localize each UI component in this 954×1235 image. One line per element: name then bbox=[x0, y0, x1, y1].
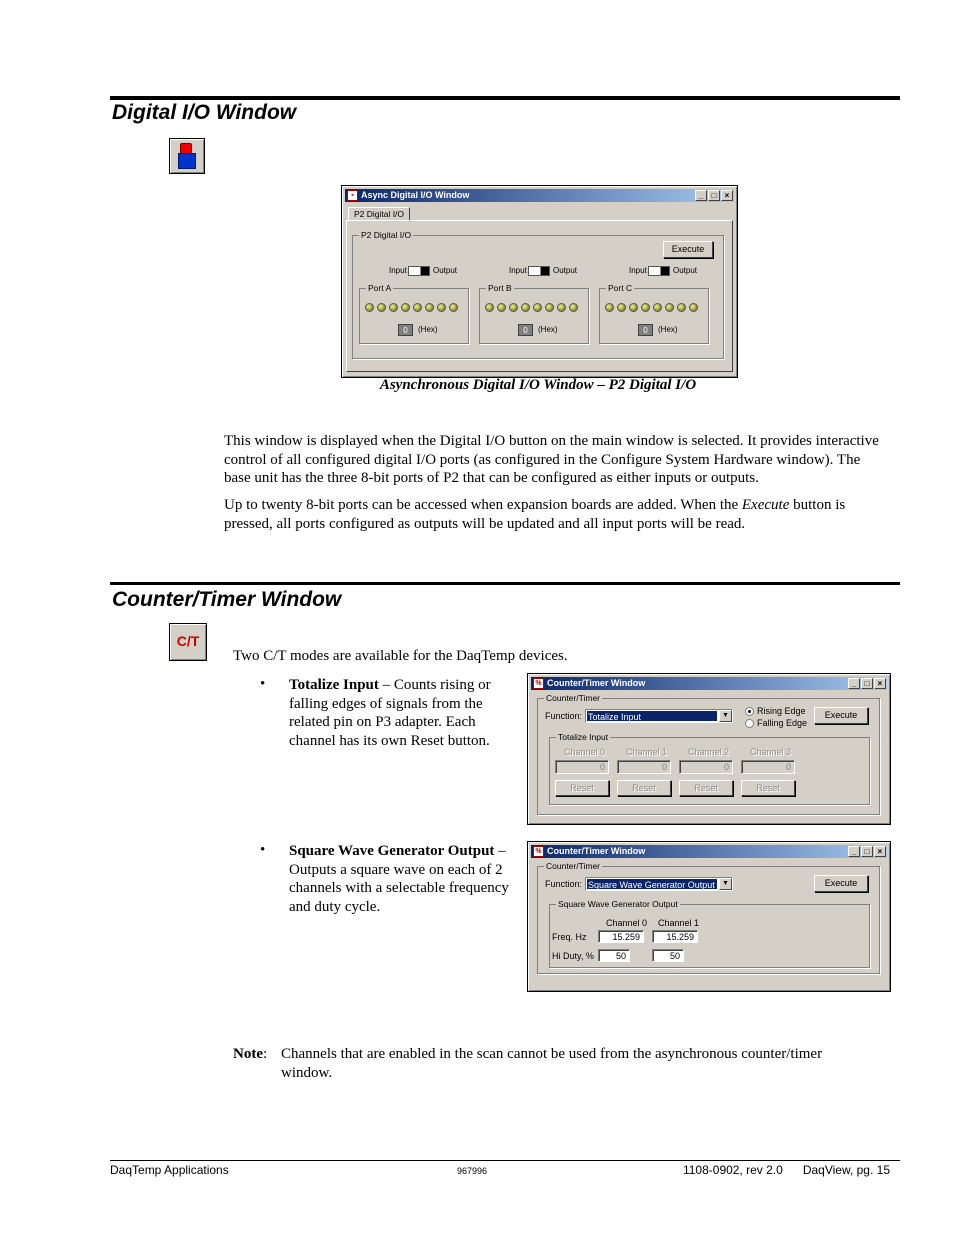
footer-left: DaqTemp Applications bbox=[110, 1163, 229, 1177]
channel-0-reset-button[interactable]: Reset bbox=[555, 780, 609, 796]
channel-2-reset-button[interactable]: Reset bbox=[679, 780, 733, 796]
ct2-group-label: Counter/Timer bbox=[546, 861, 601, 871]
port-c-group bbox=[599, 283, 709, 344]
port-c-label: Port C bbox=[608, 283, 633, 293]
square-wave-group-label: Square Wave Generator Output bbox=[558, 899, 678, 909]
sq-channel-1-label: Channel 1 bbox=[658, 918, 700, 928]
duty-label: Hi Duty, % bbox=[552, 951, 594, 961]
bullet-square-wave: Square Wave Generator Output – Outputs a square wave on each of 2 channels with a selectable frequency and duty cycle. bbox=[289, 843, 509, 915]
port-b-input-label: Input bbox=[509, 266, 527, 275]
close-icon[interactable]: × bbox=[874, 846, 886, 857]
ct-window-square-wave bbox=[527, 841, 891, 992]
port-a-bit-6-led[interactable] bbox=[377, 303, 386, 312]
channel-3-label: Channel 3 bbox=[750, 747, 792, 757]
minimize-icon[interactable]: _ bbox=[848, 678, 860, 689]
bullet-dot-2: • bbox=[260, 842, 266, 858]
port-a-bit-3-led[interactable] bbox=[413, 303, 422, 312]
port-c-bit-4-led[interactable] bbox=[641, 303, 650, 312]
falling-edge-radio[interactable] bbox=[745, 719, 754, 728]
execute-button[interactable]: Execute bbox=[663, 241, 713, 258]
port-b-bit-4-led[interactable] bbox=[521, 303, 530, 312]
port-b-hex-value[interactable]: 0 bbox=[518, 324, 533, 336]
totalize-input-group bbox=[549, 732, 870, 805]
port-c-bit-5-led[interactable] bbox=[629, 303, 638, 312]
port-a-bit-1-led[interactable] bbox=[437, 303, 446, 312]
section-rule-top bbox=[110, 96, 900, 100]
channel-3-count: 0 bbox=[741, 760, 795, 774]
ct1-function-label: Function: bbox=[545, 711, 583, 721]
maximize-icon[interactable]: □ bbox=[861, 678, 873, 689]
channel-1-label: Channel 1 bbox=[626, 747, 668, 757]
port-a-bit-0-led[interactable] bbox=[449, 303, 458, 312]
port-a-hex-label: (Hex) bbox=[418, 325, 438, 334]
channel-1-freq-input[interactable]: 15.259 bbox=[652, 930, 698, 943]
port-a-output-label: Output bbox=[433, 266, 458, 275]
note-text: Channels that are enabled in the scan cannot be used from the asynchronous counter/timer window. bbox=[281, 1046, 823, 1081]
section-title-counter-timer: Counter/Timer Window bbox=[112, 588, 342, 611]
dio-title-bar bbox=[345, 189, 734, 202]
port-c-bit-2-led[interactable] bbox=[665, 303, 674, 312]
ct1-group-label: Counter/Timer bbox=[546, 693, 601, 703]
port-a-direction-toggle[interactable] bbox=[408, 266, 430, 276]
chevron-down-icon[interactable]: ▼ bbox=[719, 710, 732, 722]
window-app-icon: ▪ bbox=[347, 190, 358, 201]
port-b-bit-0-led[interactable] bbox=[569, 303, 578, 312]
port-c-bit-7-led[interactable] bbox=[605, 303, 614, 312]
footer-rule bbox=[110, 1160, 900, 1161]
window-app-icon: % bbox=[533, 678, 544, 689]
async-digital-io-window bbox=[341, 185, 738, 378]
bullet-dot-1: • bbox=[260, 676, 266, 692]
port-a-input-label: Input bbox=[389, 266, 407, 275]
footer-right: 1108-0902, rev 2.0 DaqView, pg. 15 bbox=[682, 1163, 890, 1177]
ct-window-totalize bbox=[527, 673, 891, 825]
channel-1-count: 0 bbox=[617, 760, 671, 774]
port-b-bit-3-led[interactable] bbox=[533, 303, 542, 312]
freq-label: Freq. Hz bbox=[552, 932, 587, 942]
port-b-bit-6-led[interactable] bbox=[497, 303, 506, 312]
ct2-function-label: Function: bbox=[545, 879, 583, 889]
channel-0-label: Channel 0 bbox=[564, 747, 606, 757]
ct2-function-select[interactable]: Square Wave Generator Output ▼ bbox=[585, 877, 733, 891]
chevron-down-icon[interactable]: ▼ bbox=[719, 878, 732, 890]
tab-p2-digital-io[interactable]: P2 Digital I/O bbox=[348, 207, 410, 222]
ct1-function-select[interactable]: Totalize Input ▼ bbox=[585, 709, 733, 723]
port-c-direction-toggle[interactable] bbox=[648, 266, 670, 276]
ct1-title-bar bbox=[531, 677, 887, 690]
port-a-label: Port A bbox=[368, 283, 392, 293]
channel-0-count: 0 bbox=[555, 760, 609, 774]
port-c-bit-0-led[interactable] bbox=[689, 303, 698, 312]
square-wave-group bbox=[549, 899, 870, 968]
channel-2-count: 0 bbox=[679, 760, 733, 774]
close-icon[interactable]: × bbox=[721, 190, 733, 201]
dio-window-title: Async Digital I/O Window bbox=[361, 190, 470, 200]
port-c-bit-6-led[interactable] bbox=[617, 303, 626, 312]
p2-group-label: P2 Digital I/O bbox=[361, 230, 412, 240]
dio-paragraph-2: Up to twenty 8-bit ports can be accessed when expansion boards are added. When the Execute button is pressed, all ports configured as outputs will be updated and all input ports will be read. bbox=[224, 497, 846, 532]
port-c-hex-value[interactable]: 0 bbox=[638, 324, 653, 336]
port-c-output-label: Output bbox=[673, 266, 698, 275]
minimize-icon[interactable]: _ bbox=[848, 846, 860, 857]
ct2-title-bar bbox=[531, 845, 887, 858]
port-b-bit-2-led[interactable] bbox=[545, 303, 554, 312]
section-rule-ct bbox=[110, 582, 900, 585]
digital-io-button-icon bbox=[169, 138, 205, 174]
channel-1-duty-input[interactable]: 50 bbox=[652, 949, 684, 962]
minimize-icon[interactable]: _ bbox=[695, 190, 707, 201]
port-b-bit-1-led[interactable] bbox=[557, 303, 566, 312]
port-b-output-label: Output bbox=[553, 266, 578, 275]
ct1-window-title: Counter/Timer Window bbox=[547, 678, 646, 688]
p2-digital-io-group bbox=[352, 230, 724, 359]
tab-panel bbox=[346, 220, 733, 372]
footer-center: 967996 bbox=[457, 1166, 488, 1176]
ct-intro: Two C/T modes are available for the DaqTemp devices. bbox=[233, 648, 568, 664]
port-b-bit-7-led[interactable] bbox=[485, 303, 494, 312]
port-a-group bbox=[359, 283, 469, 344]
rising-edge-radio[interactable] bbox=[745, 707, 754, 716]
port-b-bit-5-led[interactable] bbox=[509, 303, 518, 312]
port-c-bit-1-led[interactable] bbox=[677, 303, 686, 312]
port-b-group bbox=[479, 283, 589, 344]
dio-figure-caption: Asynchronous Digital I/O Window – P2 Digital I/O bbox=[379, 377, 697, 393]
channel-3-reset-button[interactable]: Reset bbox=[741, 780, 795, 796]
port-a-bit-4-led[interactable] bbox=[401, 303, 410, 312]
channel-2-label: Channel 2 bbox=[688, 747, 730, 757]
maximize-icon[interactable]: □ bbox=[861, 846, 873, 857]
port-c-hex-label: (Hex) bbox=[658, 325, 678, 334]
sq-channel-0-label: Channel 0 bbox=[606, 918, 648, 928]
port-c-bit-3-led[interactable] bbox=[653, 303, 662, 312]
port-b-label: Port B bbox=[488, 283, 512, 293]
falling-edge-label: Falling Edge bbox=[757, 718, 808, 728]
maximize-icon[interactable]: □ bbox=[708, 190, 720, 201]
port-b-hex-label: (Hex) bbox=[538, 325, 558, 334]
ct2-counter-timer-group bbox=[537, 861, 880, 974]
ct2-execute-button[interactable]: Execute bbox=[814, 875, 868, 892]
channel-0-duty-input[interactable]: 50 bbox=[598, 949, 630, 962]
port-c-input-label: Input bbox=[629, 266, 647, 275]
totalize-group-label: Totalize Input bbox=[558, 732, 609, 742]
ct-button-icon: C/T bbox=[169, 623, 207, 661]
port-a-bit-7-led[interactable] bbox=[365, 303, 374, 312]
rising-edge-label: Rising Edge bbox=[757, 706, 806, 716]
ct2-window-title: Counter/Timer Window bbox=[547, 846, 646, 856]
bullet-totalize-input: Totalize Input – Counts rising or falling edges of signals from the related pin on P3 adapter. Each channel has its own Reset button. bbox=[289, 677, 491, 749]
close-icon[interactable]: × bbox=[874, 678, 886, 689]
section-title-digital-io: Digital I/O Window bbox=[112, 101, 297, 124]
channel-0-freq-input[interactable]: 15.259 bbox=[598, 930, 644, 943]
channel-1-reset-button[interactable]: Reset bbox=[617, 780, 671, 796]
dio-paragraph-1: This window is displayed when the Digital I/O button on the main window is selected. It provides interactive control of all configured digital I/O ports (as configured in the Configure System Hardware window). The base unit has the three 8-bit ports of P2 that can be configured as either inputs or outputs. bbox=[224, 433, 879, 486]
note-label: Note: bbox=[233, 1046, 268, 1062]
port-a-hex-value[interactable]: 0 bbox=[398, 324, 413, 336]
window-app-icon: % bbox=[533, 846, 544, 857]
ct1-counter-timer-group bbox=[537, 693, 880, 815]
port-a-bit-2-led[interactable] bbox=[425, 303, 434, 312]
ct1-execute-button[interactable]: Execute bbox=[814, 707, 868, 724]
port-a-bit-5-led[interactable] bbox=[389, 303, 398, 312]
port-b-direction-toggle[interactable] bbox=[528, 266, 550, 276]
